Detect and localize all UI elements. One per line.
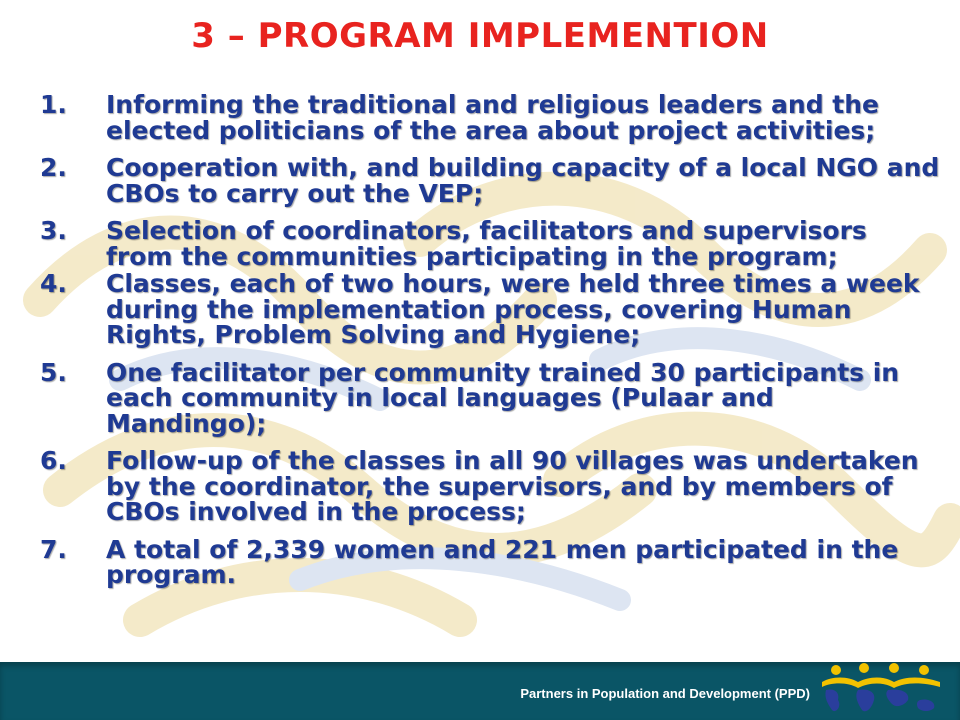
list-item-number: 4.	[40, 269, 67, 298]
ppd-logo-icon	[818, 660, 946, 718]
logo-figure-head	[889, 663, 899, 673]
list-item	[40, 218, 940, 269]
logo-continent-asia	[886, 689, 908, 706]
list-item	[40, 357, 940, 438]
list-item-text: Informing the traditional and religious leaders and the elected politicians of the area about project activities;	[106, 90, 879, 145]
list-item-number: 5.	[40, 357, 67, 387]
list-item	[40, 448, 940, 525]
list-item-text: A total of 2,339 women and 221 men participated in the program.	[106, 534, 899, 589]
list-item-number: 6.	[40, 446, 67, 475]
logo-figure-head	[831, 665, 841, 675]
list-item-number: 2.	[40, 153, 67, 182]
list-item-text: Selection of coordinators, facilitators and supervisors from the communities participating in the program;	[106, 216, 867, 271]
slide-title: 3 – PROGRAM IMPLEMENTION	[191, 16, 769, 56]
list-item	[40, 155, 940, 206]
footer-organization-label: Partners in Population and Development (PPD)	[520, 686, 810, 701]
list-item	[40, 271, 940, 348]
logo-continent-africa	[856, 689, 874, 711]
logo-continent-americas	[825, 689, 839, 711]
list-item-text: One facilitator per community trained 30 participants in each community in local languages (Pulaar and Mandingo);	[106, 357, 900, 438]
footer-bar	[0, 662, 960, 720]
implementation-steps-list	[40, 92, 940, 588]
logo-figure-head	[859, 663, 869, 673]
logo-figure-head	[919, 665, 929, 675]
list-item-text: Classes, each of two hours, were held three times a week during the implementation process, covering Human Rights, Problem Solving and Hygiene;	[106, 269, 920, 349]
list-item-number: 1.	[40, 90, 67, 119]
list-item-number: 7.	[40, 534, 67, 564]
list-item-number: 3.	[40, 216, 67, 245]
list-item	[40, 92, 940, 143]
list-item-text: Cooperation with, and building capacity of a local NGO and CBOs to carry out the VEP;	[106, 153, 940, 208]
logo-figure-arms	[822, 678, 940, 689]
list-item-text: Follow-up of the classes in all 90 villages was undertaken by the coordinator, the supervisors, and by members of CBOs involved in the process;	[106, 446, 919, 526]
logo-continent-oceania	[917, 699, 934, 711]
list-item	[40, 534, 940, 589]
